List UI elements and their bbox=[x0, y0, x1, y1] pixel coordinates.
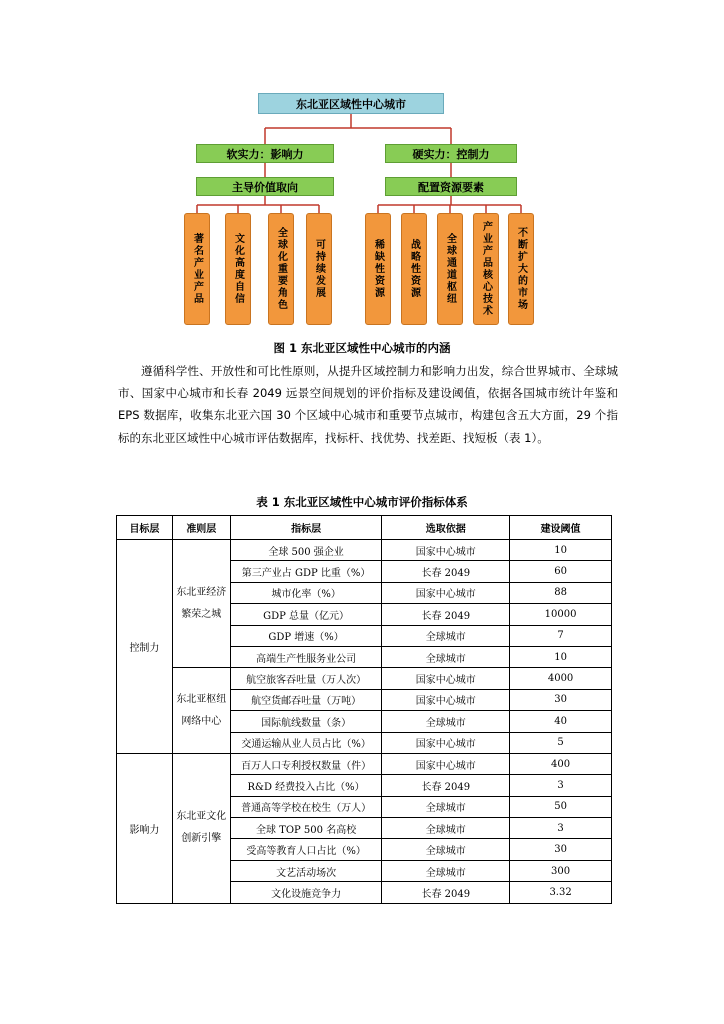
basis-cell: 国家中心城市 bbox=[382, 540, 510, 561]
basis-cell: 全球城市 bbox=[382, 839, 510, 860]
leaf-sustainable-development: 可持续发展 bbox=[306, 213, 332, 325]
basis-cell: 国家中心城市 bbox=[382, 668, 510, 689]
basis-cell: 国家中心城市 bbox=[382, 732, 510, 753]
indicator-cell: 交通运输从业人员占比（%） bbox=[230, 732, 382, 753]
indicator-cell: 文化设施竞争力 bbox=[230, 882, 382, 903]
threshold-cell: 10000 bbox=[510, 604, 612, 625]
basis-cell: 长春 2049 bbox=[382, 775, 510, 796]
threshold-cell: 300 bbox=[510, 860, 612, 881]
diagram-root-node: 东北亚区域性中心城市 bbox=[258, 93, 444, 114]
threshold-cell: 40 bbox=[510, 711, 612, 732]
basis-cell: 国家中心城市 bbox=[382, 689, 510, 710]
basis-cell: 国家中心城市 bbox=[382, 582, 510, 603]
header-target: 目标层 bbox=[117, 516, 173, 540]
header-threshold: 建设阈值 bbox=[510, 516, 612, 540]
threshold-cell: 3 bbox=[510, 818, 612, 839]
target-cell: 控制力 bbox=[117, 540, 173, 754]
indicator-cell: 第三产业占 GDP 比重（%） bbox=[230, 561, 382, 582]
basis-cell: 长春 2049 bbox=[382, 882, 510, 903]
table-caption: 表 1 东北亚区域性中心城市评价指标体系 bbox=[256, 495, 468, 509]
leaf-famous-products: 著名产业产品 bbox=[184, 213, 210, 325]
threshold-cell: 10 bbox=[510, 540, 612, 561]
basis-cell: 全球城市 bbox=[382, 625, 510, 646]
body-paragraph: 遵循科学性、开放性和可比性原则，从提升区域控制力和影响力出发，综合世界城市、全球城市、国家中心城市和长春 2049 远景空间规划的评价指标及建设阈值，依据各国城市统计年鉴和 EPS 数据库，收集东北亚六国 30 个区域中心城市和重要节点城市，构建包含五大方面，29 个指标的东北亚区域性中心城市评估数据库，找标杆、找优势、找差距、找短板（表 1）。 bbox=[118, 364, 618, 445]
basis-cell: 全球城市 bbox=[382, 646, 510, 667]
soft-power-node: 软实力：影响力 bbox=[196, 144, 334, 163]
table-header-row bbox=[117, 516, 612, 540]
hard-power-node: 硬实力：控制力 bbox=[385, 144, 517, 163]
leaf-expanding-market: 不断扩大的市场 bbox=[508, 213, 534, 325]
value-orientation-node: 主导价值取向 bbox=[196, 177, 334, 196]
basis-cell: 长春 2049 bbox=[382, 561, 510, 582]
header-basis: 选取依据 bbox=[382, 516, 510, 540]
indicator-cell: 国际航线数量（条） bbox=[230, 711, 382, 732]
threshold-cell: 30 bbox=[510, 689, 612, 710]
threshold-cell: 7 bbox=[510, 625, 612, 646]
header-indicator: 指标层 bbox=[230, 516, 382, 540]
target-cell: 影响力 bbox=[117, 753, 173, 903]
leaf-cultural-confidence: 文化高度自信 bbox=[225, 213, 251, 325]
threshold-cell: 5 bbox=[510, 732, 612, 753]
threshold-cell: 88 bbox=[510, 582, 612, 603]
basis-cell: 全球城市 bbox=[382, 796, 510, 817]
leaf-core-technology: 产业产品核心技术 bbox=[473, 213, 499, 325]
indicator-cell: GDP 总量（亿元） bbox=[230, 604, 382, 625]
indicator-cell: 高端生产性服务业公司 bbox=[230, 646, 382, 667]
basis-cell: 全球城市 bbox=[382, 860, 510, 881]
threshold-cell: 10 bbox=[510, 646, 612, 667]
basis-cell: 国家中心城市 bbox=[382, 753, 510, 774]
indicator-cell: 百万人口专利授权数量（件） bbox=[230, 753, 382, 774]
threshold-cell: 60 bbox=[510, 561, 612, 582]
leaf-scarce-resources: 稀缺性资源 bbox=[365, 213, 391, 325]
figure-caption: 图 1 东北亚区域性中心城市的内涵 bbox=[273, 341, 451, 355]
criterion-cell: 东北亚枢纽网络中心 bbox=[172, 668, 230, 754]
table-row bbox=[117, 753, 612, 774]
indicator-cell: 航空旅客吞吐量（万人次） bbox=[230, 668, 382, 689]
threshold-cell: 3.32 bbox=[510, 882, 612, 903]
leaf-global-hub: 全球通道枢纽 bbox=[437, 213, 463, 325]
basis-cell: 长春 2049 bbox=[382, 604, 510, 625]
criterion-cell: 东北亚经济繁荣之城 bbox=[172, 540, 230, 668]
indicator-table bbox=[116, 515, 612, 904]
table-row bbox=[117, 540, 612, 561]
basis-cell: 全球城市 bbox=[382, 711, 510, 732]
threshold-cell: 4000 bbox=[510, 668, 612, 689]
indicator-cell: 文艺活动场次 bbox=[230, 860, 382, 881]
indicator-cell: 城市化率（%） bbox=[230, 582, 382, 603]
threshold-cell: 30 bbox=[510, 839, 612, 860]
indicator-cell: 普通高等学校在校生（万人） bbox=[230, 796, 382, 817]
table-row bbox=[117, 668, 612, 689]
basis-cell: 全球城市 bbox=[382, 818, 510, 839]
criterion-cell: 东北亚文化创新引擎 bbox=[172, 753, 230, 903]
diagram-connectors bbox=[0, 0, 724, 340]
indicator-cell: 全球 TOP 500 名高校 bbox=[230, 818, 382, 839]
leaf-global-role: 全球化重要角色 bbox=[268, 213, 294, 325]
indicator-cell: 航空货邮吞吐量（万吨） bbox=[230, 689, 382, 710]
threshold-cell: 3 bbox=[510, 775, 612, 796]
indicator-cell: 全球 500 强企业 bbox=[230, 540, 382, 561]
threshold-cell: 50 bbox=[510, 796, 612, 817]
indicator-cell: GDP 增速（%） bbox=[230, 625, 382, 646]
leaf-strategic-resources: 战略性资源 bbox=[401, 213, 427, 325]
threshold-cell: 400 bbox=[510, 753, 612, 774]
header-criterion: 准则层 bbox=[172, 516, 230, 540]
resource-allocation-node: 配置资源要素 bbox=[385, 177, 517, 196]
indicator-cell: 受高等教育人口占比（%） bbox=[230, 839, 382, 860]
indicator-cell: R&D 经费投入占比（%） bbox=[230, 775, 382, 796]
